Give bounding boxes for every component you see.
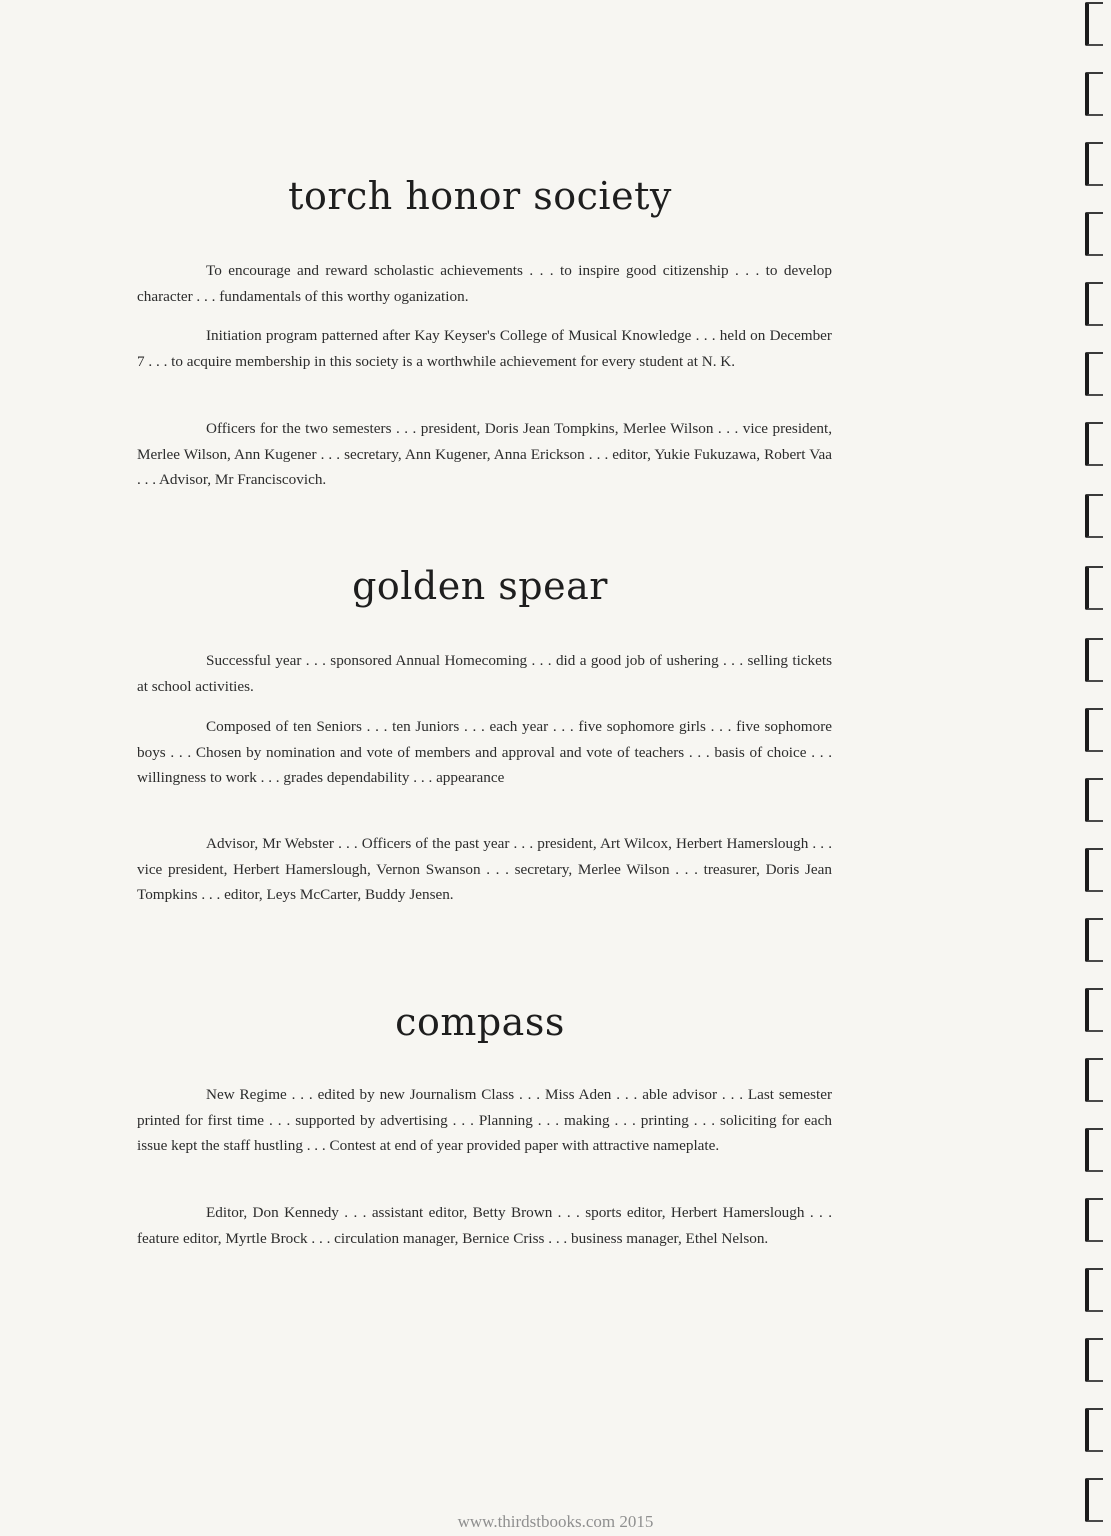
- binding-ring: [1085, 1338, 1103, 1382]
- binding-ring: [1085, 988, 1103, 1032]
- binding-ring: [1085, 282, 1103, 326]
- torch-paragraph-officers: Officers for the two semesters . . . president, Doris Jean Tompkins, Merlee Wilson . . . vice president, Merlee Wilson, Ann Kugener . . . secretary, Ann Kugener, Anna Erickson . . . editor, Yukie Fukuzawa, Robert Vaa . . . Advisor, Mr Franciscovich.: [137, 420, 832, 489]
- binding-ring: [1085, 422, 1103, 466]
- binding-ring: [1085, 566, 1103, 610]
- section-title-compass: compass: [395, 1000, 565, 1044]
- binding-ring: [1085, 708, 1103, 752]
- binding-ring: [1085, 1058, 1103, 1102]
- compass-paragraph-regime: New Regime . . . edited by new Journalism Class . . . Miss Aden . . . able advisor . . . Last semester printed for first time . . . supported by advertising . . . Planning . . . making . . . printing . . . soliciting for each issue kept the staff hustling . . . Contest at end of year provided paper with attractive nameplate.: [137, 1086, 832, 1155]
- binding-ring: [1085, 848, 1103, 892]
- golden-spear-paragraph-officers: Advisor, Mr Webster . . . Officers of the past year . . . president, Art Wilcox, Herbert Hamerslough . . . vice president, Herbert Hamerslough, Vernon Swanson . . . secretary, Merlee Wilson . . . treasurer, Doris Jean Tompkins . . . editor, Leys McCarter, Buddy Jensen.: [137, 835, 832, 904]
- section-title-golden-spear: golden spear: [352, 564, 608, 608]
- binding-ring: [1085, 72, 1103, 116]
- binding-ring: [1085, 494, 1103, 538]
- binding-ring: [1085, 2, 1103, 46]
- footer-watermark: www.thirdstbooks.com 2015: [457, 1512, 654, 1531]
- torch-paragraph-purpose: To encourage and reward scholastic achievements . . . to inspire good citizenship . . . to develop character . . . fundamentals of this worthy oganization.: [137, 262, 832, 305]
- binding-ring: [1085, 1128, 1103, 1172]
- binding-ring: [1085, 352, 1103, 396]
- spiral-binding: [1077, 0, 1111, 1536]
- binding-ring: [1085, 212, 1103, 256]
- binding-ring: [1085, 142, 1103, 186]
- binding-ring: [1085, 778, 1103, 822]
- torch-paragraph-initiation: Initiation program patterned after Kay Keyser's College of Musical Knowledge . . . held on December 7 . . . to acquire membership in this society is a worthwhile achievement for every student at N. K.: [137, 327, 832, 370]
- compass-paragraph-staff: Editor, Don Kennedy . . . assistant editor, Betty Brown . . . sports editor, Herbert Hamerslough . . . feature editor, Myrtle Brock . . . circulation manager, Bernice Criss . . . business manager, Ethel Nelson.: [137, 1204, 832, 1247]
- golden-spear-paragraph-year: Successful year . . . sponsored Annual Homecoming . . . did a good job of ushering . . . selling tickets at school activities.: [137, 652, 832, 695]
- binding-ring: [1085, 1268, 1103, 1312]
- binding-ring: [1085, 638, 1103, 682]
- section-title-torch-honor-society: torch honor society: [288, 174, 672, 218]
- binding-ring: [1085, 1408, 1103, 1452]
- binding-ring: [1085, 918, 1103, 962]
- binding-ring: [1085, 1478, 1103, 1522]
- golden-spear-paragraph-composition: Composed of ten Seniors . . . ten Juniors . . . each year . . . five sophomore girls . . . five sophomore boys . . . Chosen by nomination and vote of members and approval and vote of teachers . . . basis of choice . . . willingness to work . . . grades dependability . . . appearance: [137, 718, 832, 787]
- binding-ring: [1085, 1198, 1103, 1242]
